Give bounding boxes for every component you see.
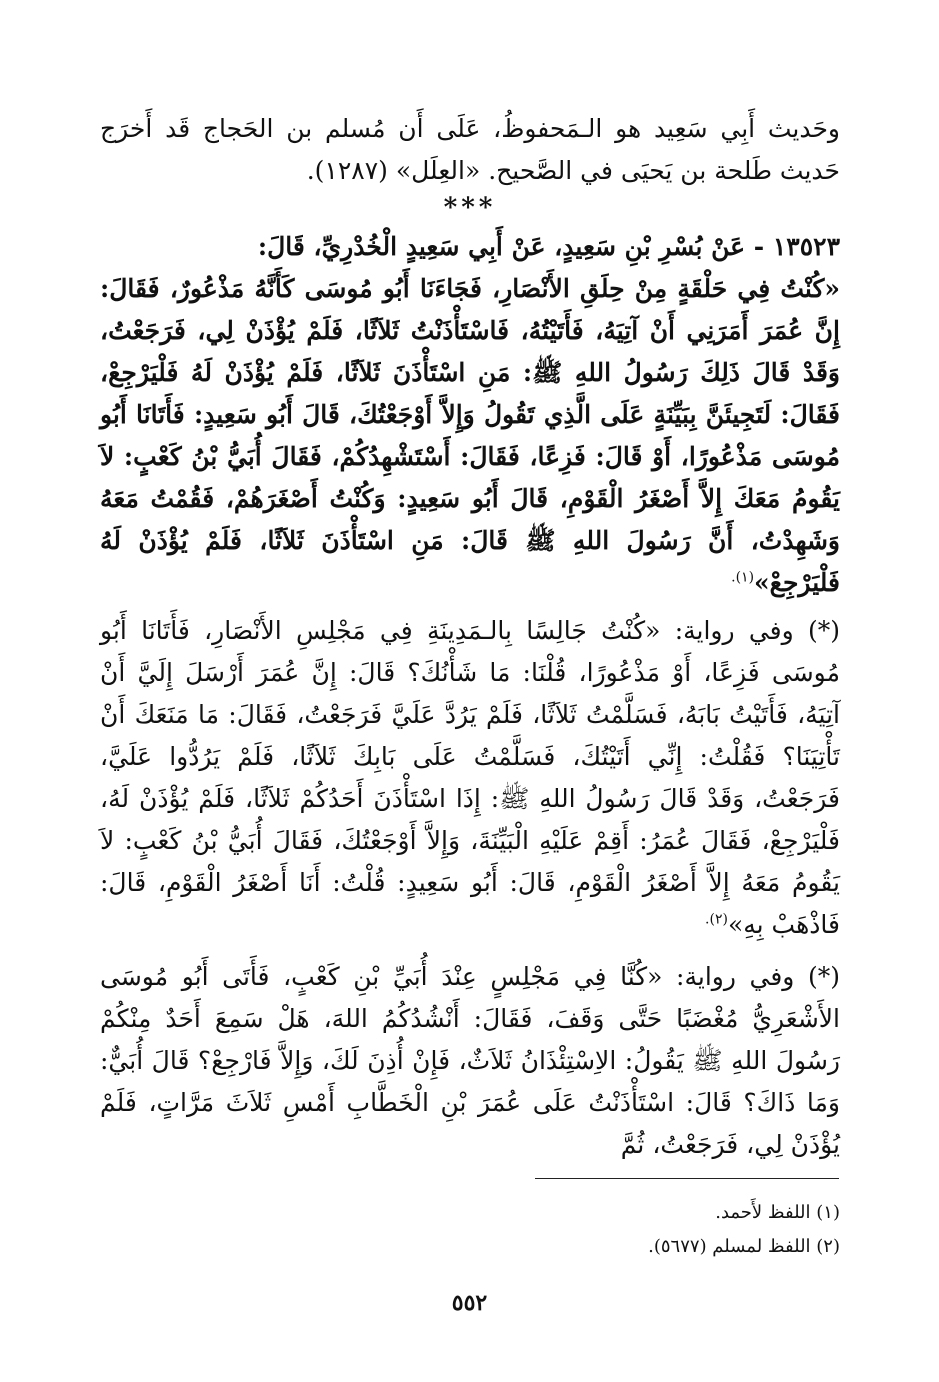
section-separator: *** (443, 193, 497, 223)
intro-paragraph: وحَديث أَبِي سَعِيد هو الـمَحفوظُ، عَلَى أَن مُسلم بن الحَجاج قَد أَخرَج حَديث طَلحة بن يَحيَى في الصَّحيح. «العِلَل» (١٢٨٧). (100, 114, 840, 185)
riwaya-2-paragraph (100, 956, 840, 1166)
hadith-text-paragraph (100, 268, 840, 604)
hadith-text: «كُنْتُ فِي حَلْقَةٍ مِنْ حِلَقِ الأَنْصَارِ، فَجَاءَنَا أَبُو مُوسَى كَأَنَّهُ مَذْعُورٌ، فَقَالَ: إِنَّ عُمَرَ أَمَرَنِي أَنْ آتِيَهُ، فَأَتَيْتُهُ، فَاسْتَأْذَنْتُ ثَلاَثًا، فَلَمْ يُؤْذَنْ لِي، فَرَجَعْتُ، وَقَدْ قَالَ ذَلِكَ رَسُولُ اللهِ ﷺ: مَنِ اسْتَأْذَنَ ثَلاَثًا، فَلَمْ يُؤْذَنْ لَهُ فَلْيَرْجِعْ، فَقَالَ: لَتَجِيئَنَّ بِبَيِّنَةٍ عَلَى الَّذِي تَقُولُ وَإِلاَّ أَوْجَعْتُكَ، قَالَ أَبُو سَعِيدٍ: فَأَتَانَا أَبُو مُوسَى مَذْعُورًا، أَوْ قَالَ: فَزِعًا، فَقَالَ: أَسْتَشْهِدُكُمْ، فَقَالَ أُبَيُّ بْنُ كَعْبٍ: لاَ يَقُومُ مَعَكَ إِلاَّ أَصْغَرُ الْقَوْمِ، قَالَ أَبُو سَعِيدٍ: وَكُنْتُ أَصْغَرَهُمْ، فَقُمْتُ مَعَهُ وَشَهِدْتُ، أَنَّ رَسُولَ اللهِ ﷺ قَالَ: مَنِ اسْتَأْذَنَ ثَلاَثًا، فَلَمْ يُؤْذَنْ لَهُ فَلْيَرْجِعْ» (100, 274, 841, 597)
riwaya-1-paragraph (100, 610, 840, 946)
hadith-heading: ١٣٥٢٣ - عَنْ بُسْرِ بْنِ سَعِيدٍ، عَنْ أَبِي سَعِيدٍ الْخُدْرِيِّ، قَالَ: (257, 232, 840, 261)
footnote-divider (535, 1178, 839, 1179)
page-body (100, 108, 840, 1176)
footnote-ref-2: (٢). (705, 911, 728, 928)
footnote-ref-1: (١). (731, 569, 755, 586)
riwaya-2-text: (*) وفي رواية: «كُنَّا فِي مَجْلِسٍ عِنْدَ أُبَيِّ بْنِ كَعْبٍ، فَأَتَى أَبُو مُوسَى الأَشْعَرِيُّ مُغْضَبًا حَتَّى وَقَفَ، فَقَالَ: أَنْشُدُكُمُ اللهَ، هَلْ سَمِعَ أَحَدٌ مِنْكُمْ رَسُولَ اللهِ ﷺ يَقُولُ: الاِسْتِئْذَانُ ثَلاَثٌ، فَإِنْ أُذِنَ لَكَ، وَإِلاَّ فَارْجِعْ؟ قَالَ أُبَيٌّ: وَمَا ذَاكَ؟ قَالَ: اسْتَأْذَنْتُ عَلَى عُمَرَ بْنِ الْخَطَّابِ أَمْسِ ثَلاَثَ مَرَّاتٍ، فَلَمْ يُؤْذَنْ لِي، فَرَجَعْتُ، ثُمَّ (100, 962, 840, 1159)
page-number: ٥٥٢ (451, 1290, 488, 1316)
footnotes (100, 1196, 840, 1264)
footnote-2: (٢) اللفظ لمسلم (٥٦٧٧). (648, 1236, 840, 1257)
riwaya-1-text: (*) وفي رواية: «كُنْتُ جَالِسًا بِالـمَدِينَةِ فِي مَجْلِسِ الأَنْصَارِ، فَأَتَانَا أَبُو مُوسَى فَزِعًا، أَوْ مَذْعُورًا، قُلْنَا: مَا شَأْنُكَ؟ قَالَ: إِنَّ عُمَرَ أَرْسَلَ إِلَيَّ أَنْ آتِيَهُ، فَأَتَيْتُ بَابَهُ، فَسَلَّمْتُ ثَلاَثًا، فَلَمْ يَرُدَّ عَلَيَّ فَرَجَعْتُ، فَقَالَ: مَا مَنَعَكَ أَنْ تَأْتِيَنَا؟ فَقُلْتُ: إِنِّي أَتَيْتُكَ، فَسَلَّمْتُ عَلَى بَابِكَ ثَلاَثًا، فَلَمْ يَرُدُّوا عَلَيَّ، فَرَجَعْتُ، وَقَدْ قَالَ رَسُولُ اللهِ ﷺ: إِذَا اسْتَأْذَنَ أَحَدُكُمْ ثَلاَثًا، فَلَمْ يُؤْذَنْ لَهُ، فَلْيَرْجِعْ، فَقَالَ عُمَرُ: أَقِمْ عَلَيْهِ الْبَيِّنَةَ، وَإِلاَّ أَوْجَعْتُكَ، فَقَالَ أُبَيُّ بْنُ كَعْبٍ: لاَ يَقُومُ مَعَهُ إِلاَّ أَصْغَرُ الْقَوْمِ، قَالَ: أَبُو سَعِيدٍ: قُلْتُ: أَنَا أَصْغَرُ الْقَوْمِ، قَالَ: فَاذْهَبْ بِهِ» (100, 616, 840, 939)
footnote-1: (١) اللفظ لأَحمد. (715, 1202, 840, 1223)
